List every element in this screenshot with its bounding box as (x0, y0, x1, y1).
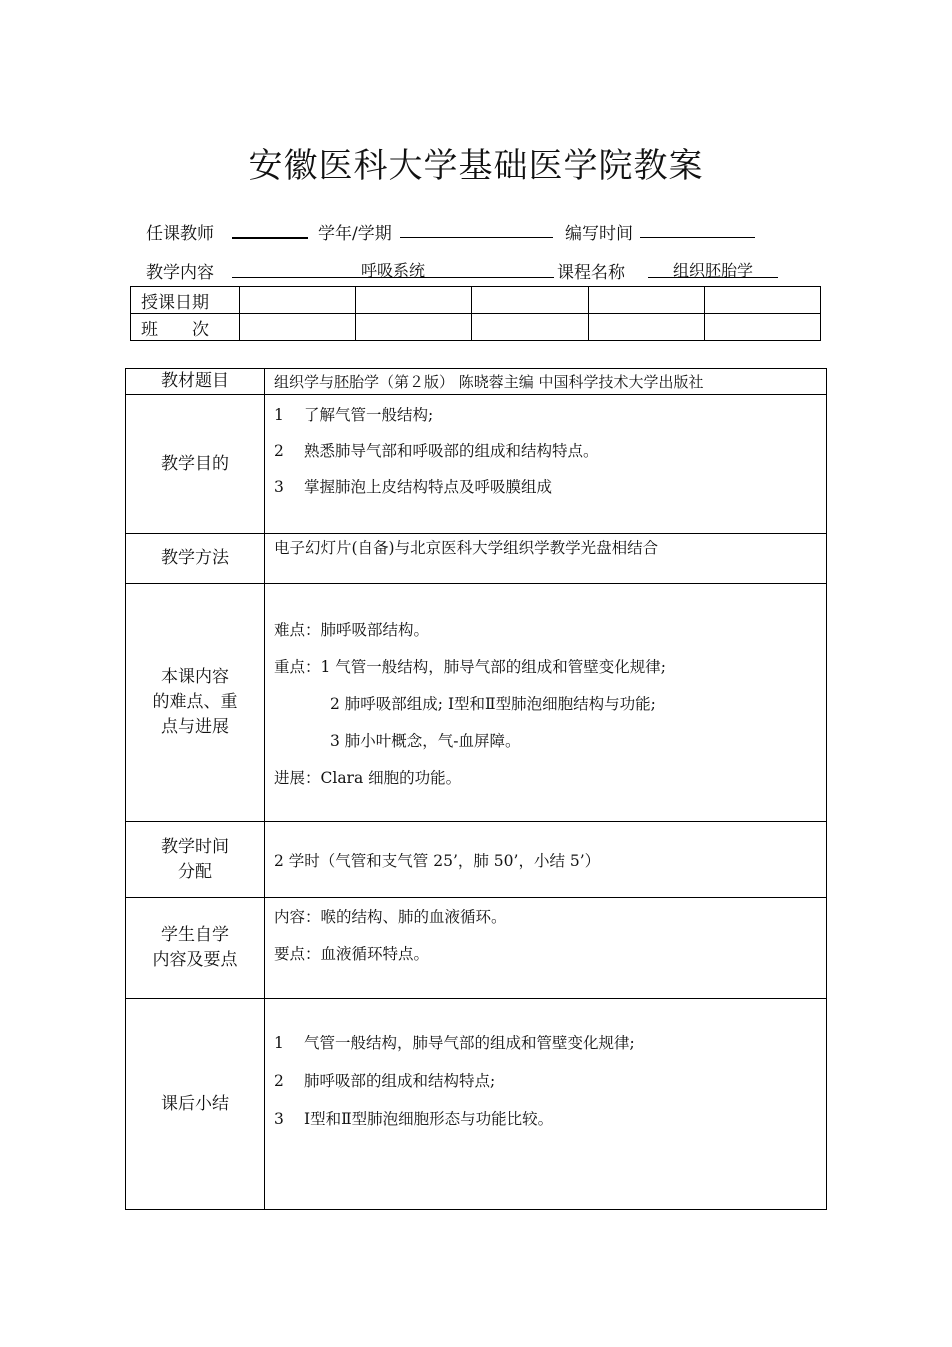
row-self-study (126, 898, 827, 999)
summary-item: 3 Ⅰ型和Ⅱ型肺泡细胞形态与功能比较。 (274, 1110, 554, 1128)
schedule-cell (356, 314, 472, 341)
summary-item: 1 气管一般结构，肺导气部的组成和管壁变化规律; (274, 1034, 635, 1052)
progress-text: 进展：Clara 细胞的功能。 (274, 769, 462, 787)
lesson-plan-table (125, 368, 827, 1210)
time-label: 教学时间 分配 (126, 822, 265, 898)
self-study-label: 学生自学 内容及要点 (126, 898, 265, 999)
focus-text-1: 重点：1 气管一般结构，肺导气部的组成和管壁变化规律; (274, 658, 667, 676)
content-value: 呼吸系统 (360, 261, 425, 280)
objective-item: 1 了解气管一般结构; (274, 406, 434, 424)
course-underline (648, 277, 778, 278)
method-content (265, 534, 827, 584)
class-label: 班 次 (131, 314, 240, 341)
schedule-cell (588, 287, 704, 314)
row-method (126, 534, 827, 584)
schedule-row-date (131, 287, 821, 314)
self-study-content-text: 内容：喉的结构、肺的血液循环。 (274, 908, 507, 926)
course-value: 组织胚胎学 (672, 261, 753, 280)
self-study-content (265, 898, 827, 999)
row-time (126, 822, 827, 898)
schedule-cell (704, 314, 820, 341)
row-textbook (126, 369, 827, 395)
focus-text-2: 2 肺呼吸部组成; Ⅰ型和Ⅱ型肺泡细胞结构与功能; (330, 695, 656, 713)
summary-label: 课后小结 (126, 999, 265, 1210)
content-label: 教学内容 (146, 263, 214, 283)
schedule-cell (704, 287, 820, 314)
method-text: 电子幻灯片(自备)与北京医科大学组织学教学光盘相结合 (274, 539, 659, 557)
row-summary (126, 999, 827, 1210)
year-term-underline (400, 237, 553, 238)
schedule-cell (472, 287, 588, 314)
objective-item: 2 熟悉肺导气部和呼吸部的组成和结构特点。 (274, 442, 599, 460)
key-points-content (265, 584, 827, 822)
year-term-label: 学年/学期 (318, 224, 392, 244)
course-label: 课程名称 (557, 263, 625, 283)
textbook-value (265, 369, 827, 395)
summary-item: 2 肺呼吸部的组成和结构特点; (274, 1072, 496, 1090)
key-points-label: 本课内容 的难点、重 点与进展 (126, 584, 265, 822)
page-title: 安徽医科大学基础医学院教案 (248, 146, 704, 186)
schedule-cell (240, 287, 356, 314)
schedule-cell (356, 287, 472, 314)
focus-text-3: 3 肺小叶概念，气-血屏障。 (330, 732, 521, 750)
difficulty-text: 难点：肺呼吸部结构。 (274, 621, 430, 639)
schedule-row-class (131, 314, 821, 341)
objectives-label: 教学目的 (126, 395, 265, 534)
teacher-underline (232, 237, 308, 239)
content-underline (232, 277, 554, 278)
method-label: 教学方法 (126, 534, 265, 584)
textbook-label: 教材题目 (126, 369, 265, 395)
self-study-points-text: 要点：血液循环特点。 (274, 945, 430, 963)
textbook-text: 组织学与胚胎学（第２版） 陈晓蓉主编 中国科学技术大学出版社 (274, 373, 704, 391)
written-time-label: 编写时间 (565, 224, 633, 244)
row-key-points (126, 584, 827, 822)
schedule-cell (240, 314, 356, 341)
written-time-underline (640, 237, 755, 238)
objective-item: 3 掌握肺泡上皮结构特点及呼吸膜组成 (274, 478, 553, 496)
objectives-content (265, 395, 827, 534)
summary-content (265, 999, 827, 1210)
schedule-cell (472, 314, 588, 341)
teacher-label: 任课教师 (146, 224, 214, 244)
date-label: 授课日期 (131, 287, 240, 314)
schedule-cell (588, 314, 704, 341)
row-objectives (126, 395, 827, 534)
time-text: 2 学时（气管和支气管 25’，肺 50’，小结 5’） (274, 851, 601, 870)
time-content (265, 822, 827, 898)
schedule-table (130, 286, 821, 341)
